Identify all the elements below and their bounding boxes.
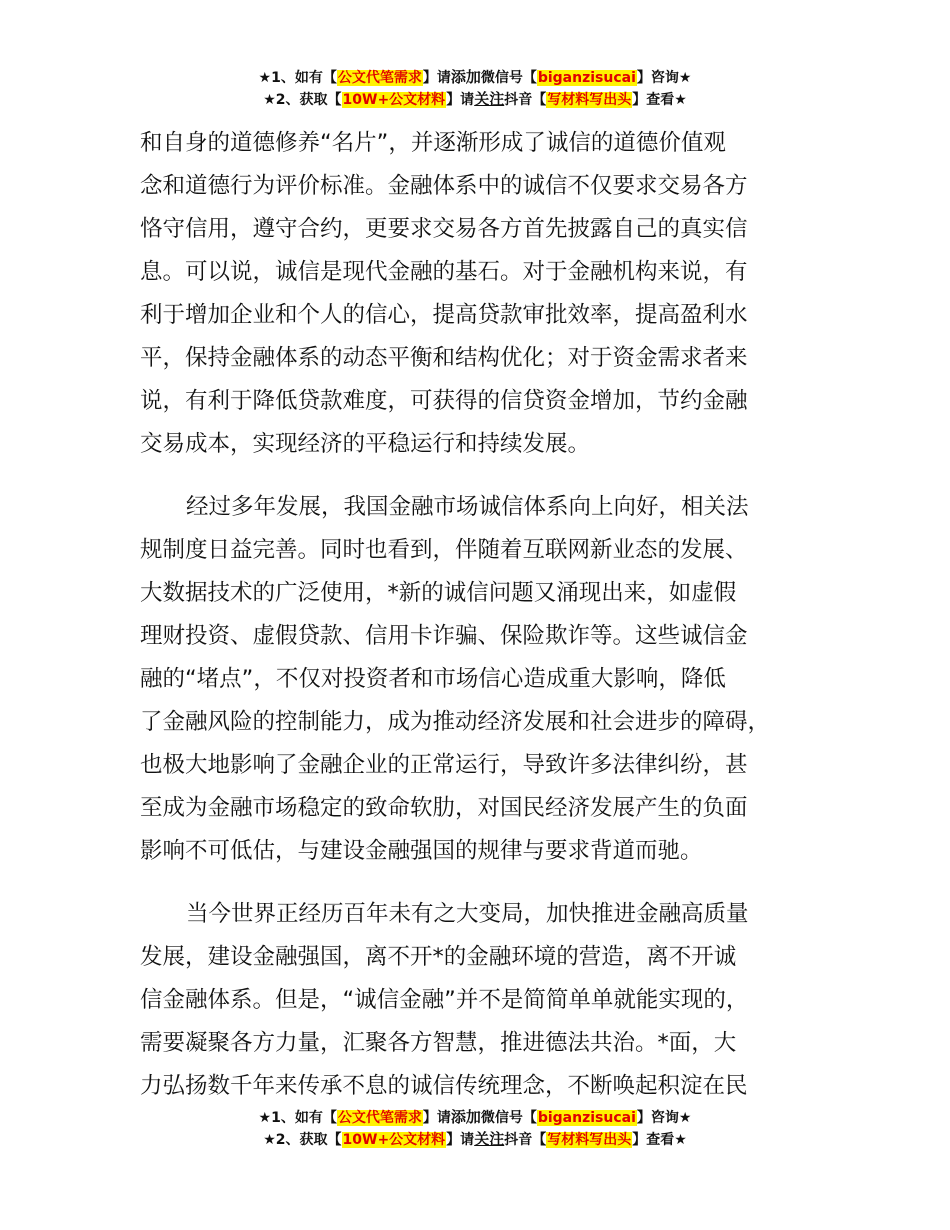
text-line: 恪守信用，遵守合约，更要求交易各方首先披露自己的真实信 xyxy=(140,216,748,242)
text-line: 融的“堵点”，不仅对投资者和市场信心造成重大影响，降低 xyxy=(140,666,726,692)
text-line: 平，保持金融体系的动态平衡和结构优化；对于资金需求者来 xyxy=(140,345,748,371)
banner-emphasis-underlined: 关注 xyxy=(474,90,505,108)
banner-text: 】请 xyxy=(446,1132,475,1148)
banner-text: 】查看★ xyxy=(632,1132,687,1148)
document-body xyxy=(140,122,840,1108)
banner-text: 微信号【 xyxy=(480,1110,537,1126)
banner-text: 】咨询★ xyxy=(636,1110,692,1126)
banner-text: 抖音【 xyxy=(504,1132,547,1148)
text-line: 交易成本，实现经济的平稳运行和持续发展。 xyxy=(140,431,591,457)
text-line: 也极大地影响了金融企业的正常运行，导致许多法律纠纷，甚 xyxy=(140,752,748,778)
banner-text: ★2、获取【 xyxy=(263,1132,342,1148)
banner-line-1 xyxy=(0,1106,950,1128)
header-banner xyxy=(0,66,950,110)
banner-text: ★1、如有【 xyxy=(258,1110,337,1126)
paragraph-3 xyxy=(140,893,840,1108)
banner-text: ★2、获取【 xyxy=(263,92,342,108)
paragraph-spacer xyxy=(140,873,840,893)
text-line: 和自身的道德修养“名片”，并逐渐形成了诚信的道德价值观 xyxy=(140,130,726,156)
text-line: 利于增加企业和个人的信心，提高贷款审批效率，提高盈利水 xyxy=(140,302,748,328)
text-line: 大数据技术的广泛使用，*新的诚信问题又涌现出来，如虚假 xyxy=(140,580,737,606)
banner-text: ★1、如有【 xyxy=(258,70,337,86)
banner-text: 微信号【 xyxy=(480,70,537,86)
highlight-service: 公文代笔需求 xyxy=(337,1110,422,1126)
highlight-service: 公文代笔需求 xyxy=(337,70,422,86)
text-line: 当今世界正经历百年未有之大变局，加快推进金融高质量 xyxy=(186,901,749,927)
text-line: 了金融风险的控制能力，成为推动经济发展和社会进步的障碍， xyxy=(140,709,771,735)
highlight-douyin-account: 写材料写出头 xyxy=(547,1132,632,1148)
banner-emphasis-underlined: 关注 xyxy=(474,1130,505,1148)
text-line: 规制度日益完善。同时也看到，伴随着互联网新业态的发展、 xyxy=(140,537,748,563)
banner-line-1 xyxy=(0,66,950,88)
highlight-wechat-id: biganzisucai xyxy=(537,70,636,86)
text-line: 说，有利于降低贷款难度，可获得的信贷资金增加，节约金融 xyxy=(140,388,748,414)
paragraph-spacer xyxy=(140,466,840,486)
banner-text: 】查看★ xyxy=(632,92,687,108)
text-line: 影响不可低估，与建设金融强国的规律与要求背道而驰。 xyxy=(140,838,703,864)
paragraph-1 xyxy=(140,122,840,466)
highlight-wechat-id: biganzisucai xyxy=(537,1110,636,1126)
text-line: 需要凝聚各方力量，汇聚各方智慧，推进德法共治。*面，大 xyxy=(140,1030,737,1056)
banner-line-2 xyxy=(0,1128,950,1150)
footer-banner xyxy=(0,1106,950,1150)
text-line: 息。可以说，诚信是现代金融的基石。对于金融机构来说，有 xyxy=(140,259,748,285)
highlight-douyin-account: 写材料写出头 xyxy=(547,92,632,108)
banner-line-2 xyxy=(0,88,950,110)
highlight-materials: 10W+公文材料 xyxy=(342,92,446,108)
text-line: 信金融体系。但是，“诚信金融”并不是简简单单就能实现的， xyxy=(140,987,749,1013)
banner-text: 】请 xyxy=(422,1110,451,1126)
text-line: 理财投资、虚假贷款、信用卡诈骗、保险欺诈等。这些诚信金 xyxy=(140,623,748,649)
text-line: 念和道德行为评价标准。金融体系中的诚信不仅要求交易各方 xyxy=(140,173,748,199)
text-line: 至成为金融市场稳定的致命软肋，对国民经济发展产生的负面 xyxy=(140,795,748,821)
paragraph-2 xyxy=(140,486,840,873)
banner-text: 】咨询★ xyxy=(636,70,692,86)
banner-emphasis: 添加 xyxy=(450,68,481,86)
text-line: 发展，建设金融强国，离不开*的金融环境的营造，离不开诚 xyxy=(140,944,737,970)
banner-text: 抖音【 xyxy=(504,92,547,108)
banner-text: 】请 xyxy=(422,70,451,86)
text-line: 经过多年发展，我国金融市场诚信体系向上向好，相关法 xyxy=(186,494,749,520)
banner-text: 】请 xyxy=(446,92,475,108)
banner-emphasis: 添加 xyxy=(450,1108,481,1126)
text-line: 力弘扬数千年来传承不息的诚信传统理念，不断唤起积淀在民 xyxy=(140,1073,748,1099)
highlight-materials: 10W+公文材料 xyxy=(342,1132,446,1148)
